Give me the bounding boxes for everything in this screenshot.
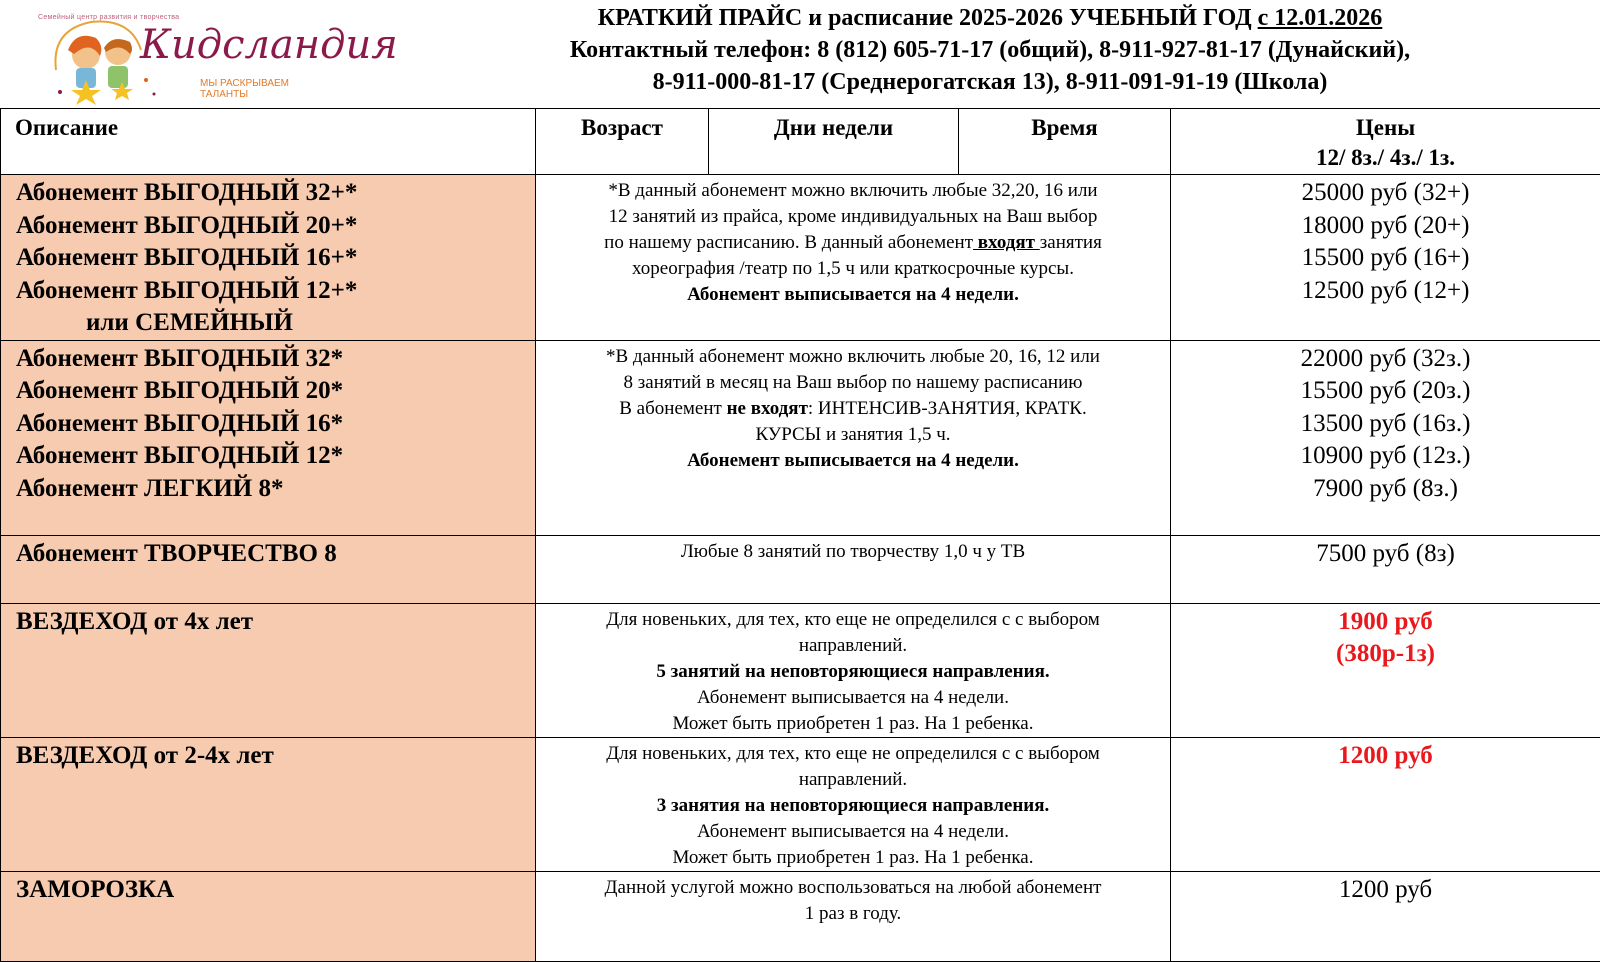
logo xyxy=(38,10,338,105)
page-header xyxy=(380,2,1600,98)
row-description: Абонемент ВЫГОДНЫЙ 32* Абонемент ВЫГОДНЫЙ 20* Абонемент ВЫГОДНЫЙ 16* Абонемент ВЫГОДНЫЙ 12* Абонемент ЛЕГКИЙ 8* xyxy=(1,340,536,535)
logo-arc-text: Семейный центр развития и творчества xyxy=(38,14,179,21)
logo-tagline: МЫ РАСКРЫВАЕМ ТАЛАНТЫ xyxy=(200,78,289,100)
price-table xyxy=(0,108,1600,962)
col-header-age: Возраст xyxy=(536,109,709,175)
row-description: Абонемент ТВОРЧЕСТВО 8 xyxy=(1,535,536,603)
page-title: КРАТКИЙ ПРАЙС и расписание 2025-2026 УЧЕБНЫЙ ГОД с 12.01.2026 xyxy=(380,2,1600,34)
col-header-description: Описание xyxy=(1,109,536,175)
row-description: ЗАМОРОЗКА xyxy=(1,871,536,961)
row-prices: 1200 руб xyxy=(1171,737,1600,871)
col-header-time: Время xyxy=(959,109,1171,175)
logo-name: Кидсландия xyxy=(140,22,398,68)
table-row xyxy=(1,175,1600,341)
contacts-line-2: 8-911-000-81-17 (Среднерогатская 13), 8-911-091-91-19 (Школа) xyxy=(380,66,1600,98)
col-header-prices: Цены 12/ 8з./ 4з./ 1з. xyxy=(1171,109,1600,175)
row-prices: 22000 руб (32з.) 15500 руб (20з.) 13500 руб (16з.) 10900 руб (12з.) 7900 руб (8з.) xyxy=(1171,340,1600,535)
table-row xyxy=(1,603,1600,737)
row-description: Абонемент ВЫГОДНЫЙ 32+* Абонемент ВЫГОДНЫЙ 20+* Абонемент ВЫГОДНЫЙ 16+* Абонемент ВЫГОДНЫЙ 12+* или СЕМЕЙНЫЙ xyxy=(1,175,536,341)
row-description: ВЕЗДЕХОД от 2-4х лет xyxy=(1,737,536,871)
col-header-days: Дни недели xyxy=(709,109,959,175)
row-info: *В данный абонемент можно включить любые 32,20, 16 или 12 занятий из прайса, кроме индивидуальных на Ваш выбор по нашему расписанию. В данный абонемент входят занятия хореография /театр по 1,5 ч или краткосрочные курсы. Абонемент выписывается на 4 недели. xyxy=(536,175,1171,341)
table-header-row xyxy=(1,109,1600,175)
table-row xyxy=(1,737,1600,871)
row-info: Данной услугой можно воспользоваться на любой абонемент 1 раз в году. xyxy=(536,871,1171,961)
row-description: ВЕЗДЕХОД от 4х лет xyxy=(1,603,536,737)
row-prices: 25000 руб (32+) 18000 руб (20+) 15500 руб (16+) 12500 руб (12+) xyxy=(1171,175,1600,341)
row-info: *В данный абонемент можно включить любые 20, 16, 12 или 8 занятий в месяц на Ваш выбор по нашему расписанию В абонемент не входят: ИНТЕНСИВ-ЗАНЯТИЯ, КРАТК. КУРСЫ и занятия 1,5 ч. Абонемент выписывается на 4 недели. xyxy=(536,340,1171,535)
row-prices: 1200 руб xyxy=(1171,871,1600,961)
table-row xyxy=(1,535,1600,603)
table-row xyxy=(1,340,1600,535)
contacts-line-1: Контактный телефон: 8 (812) 605-71-17 (общий), 8-911-927-81-17 (Дунайский), xyxy=(380,34,1600,66)
row-info: Любые 8 занятий по творчеству 1,0 ч у ТВ xyxy=(536,535,1171,603)
row-info: Для новеньких, для тех, кто еще не определился с с выбором направлений. 5 занятий на неповторяющиеся направления. Абонемент выписывается на 4 недели. Может быть приобретен 1 раз. На 1 ребенка. xyxy=(536,603,1171,737)
table-row xyxy=(1,871,1600,961)
row-prices: 7500 руб (8з) xyxy=(1171,535,1600,603)
row-info: Для новеньких, для тех, кто еще не определился с с выбором направлений. 3 занятия на неповторяющиеся направления. Абонемент выписывается на 4 недели. Может быть приобретен 1 раз. На 1 ребенка. xyxy=(536,737,1171,871)
row-prices: 1900 руб (380р-1з) xyxy=(1171,603,1600,737)
title-date: с 12.01.2026 xyxy=(1258,5,1383,31)
